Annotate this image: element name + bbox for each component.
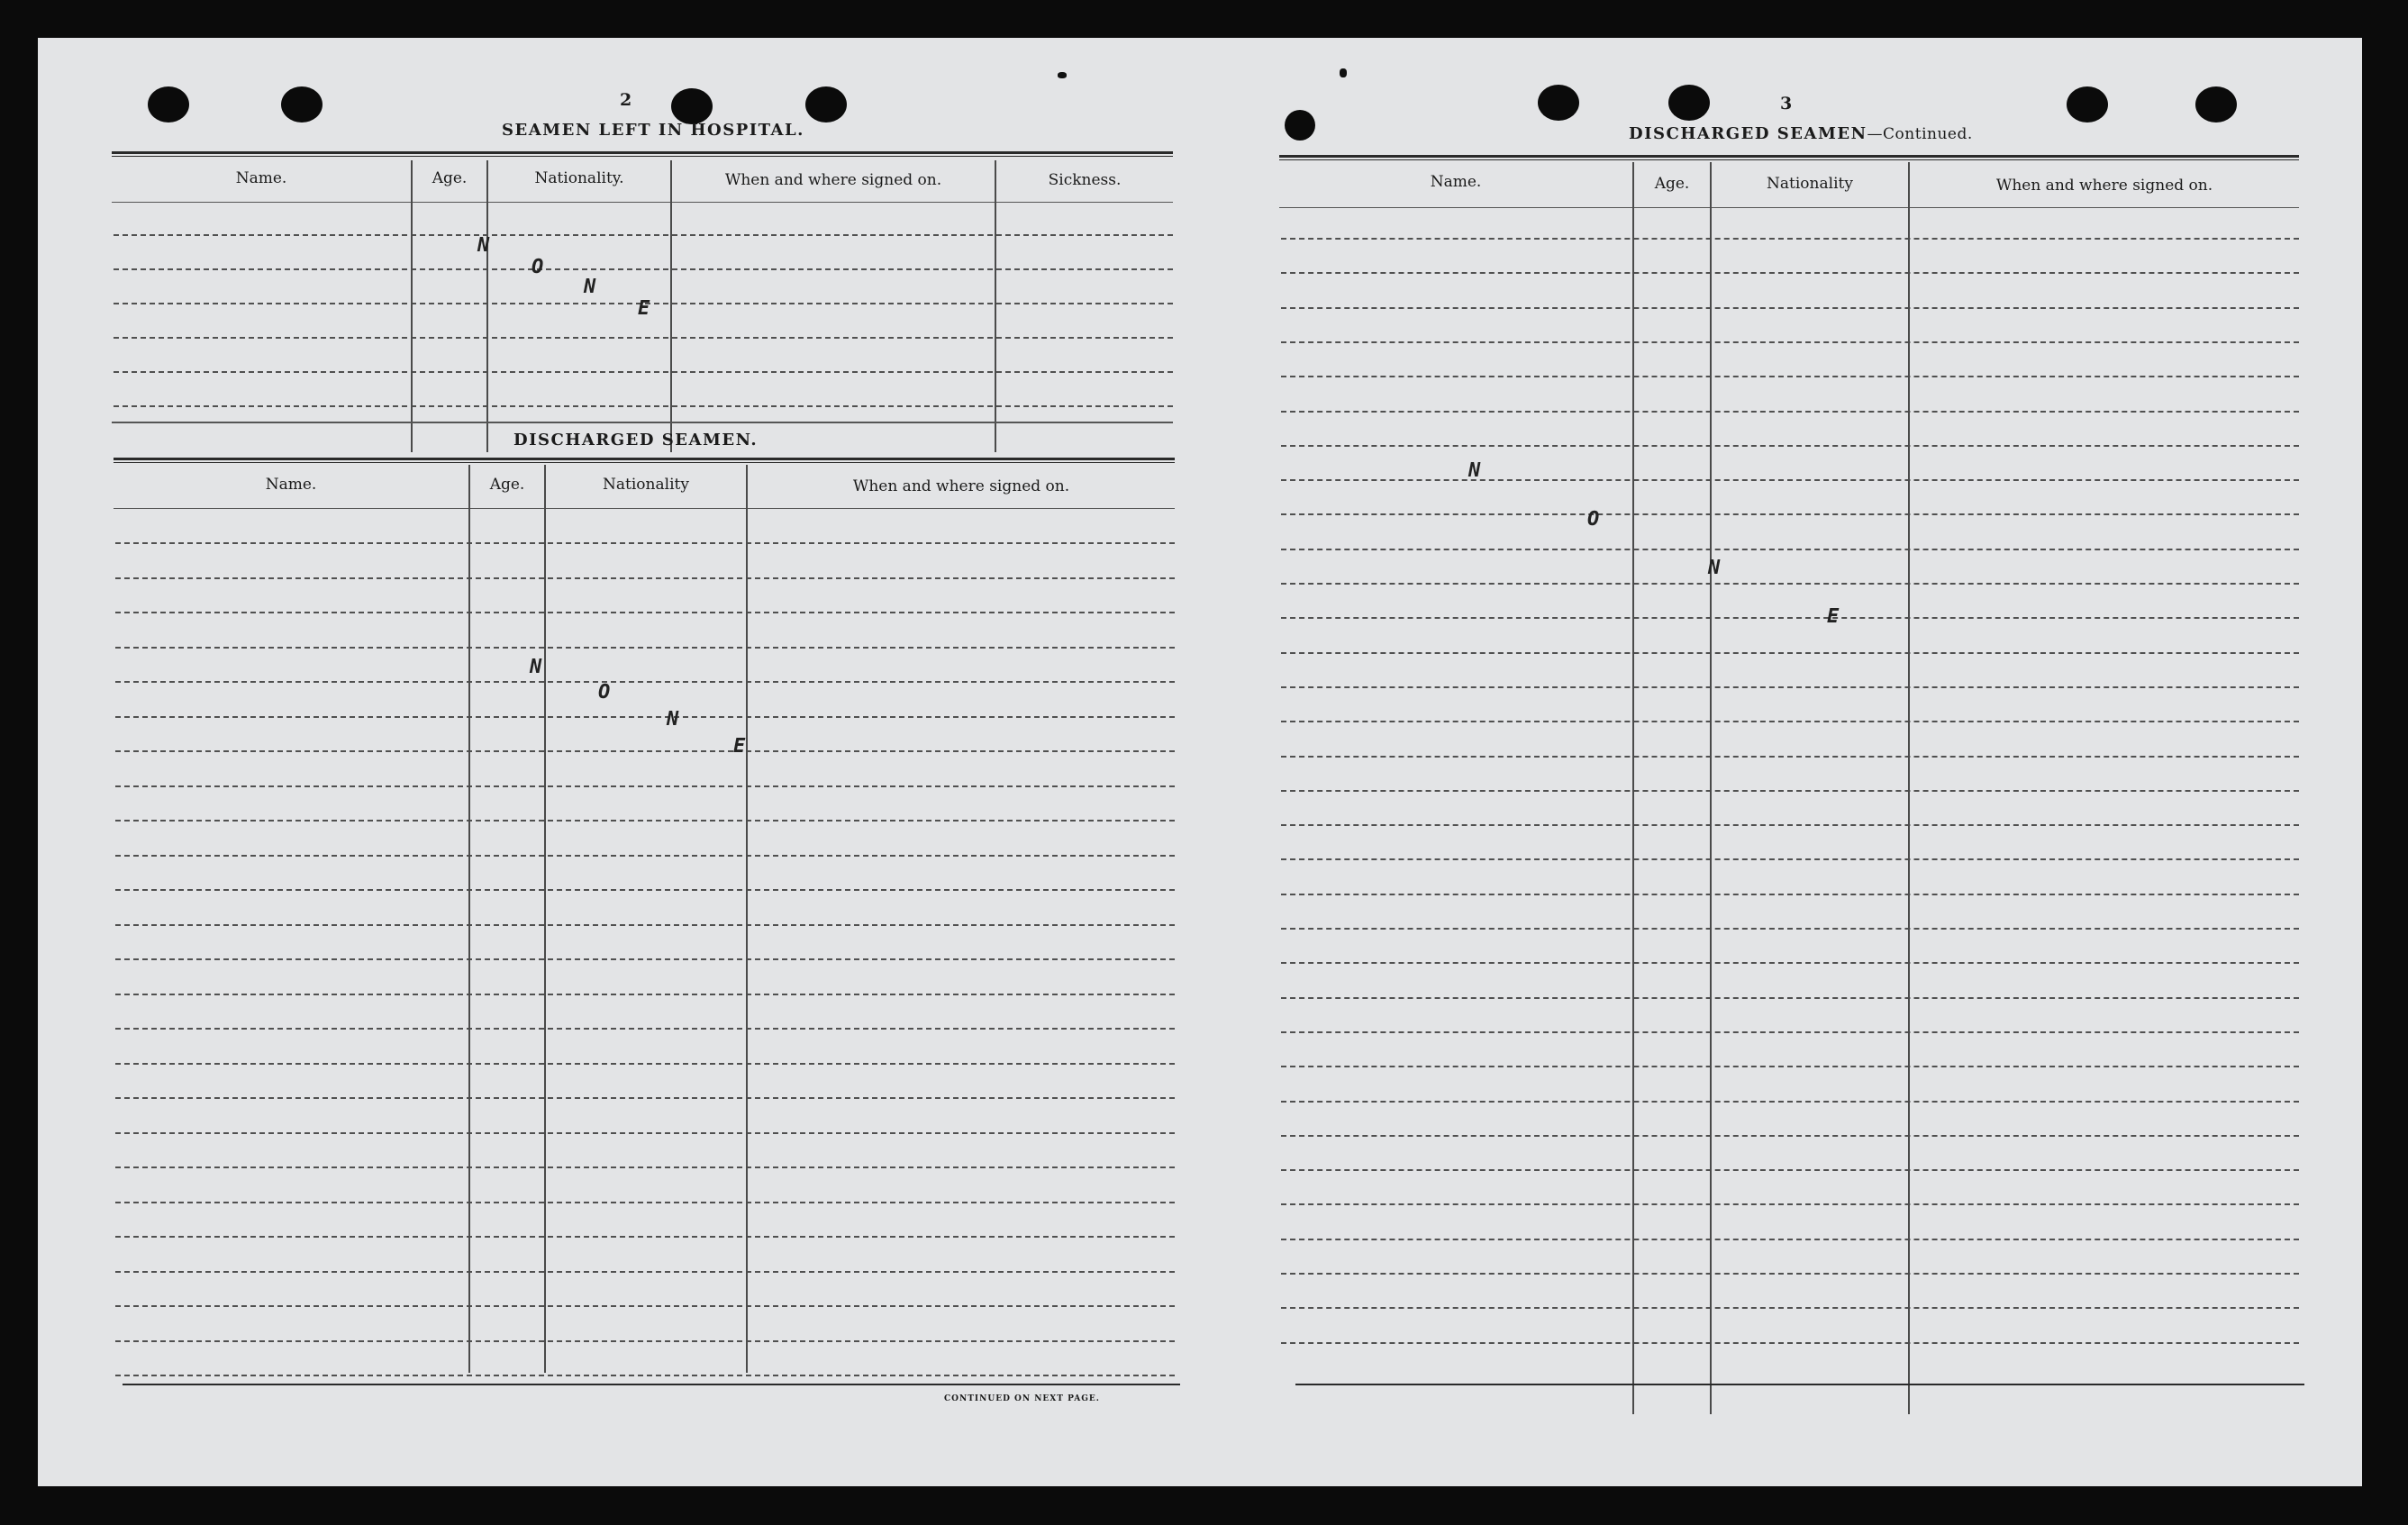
ledger-row-line: [115, 1236, 1175, 1238]
right-top-rule-thin: [1279, 159, 2299, 160]
hospital-col-sickness: Sickness.: [1048, 171, 1122, 189]
continued-section-title: [1629, 124, 1973, 143]
right-header-rule: [1279, 207, 2299, 208]
ledger-row-line: [1281, 1169, 2299, 1171]
ledger-row-line: [115, 681, 1175, 683]
hospital-divider-age-nationality: [486, 160, 488, 452]
ledger-row-line: [115, 1166, 1175, 1168]
ledger-row-line: [1281, 411, 2299, 413]
hospital-divider-name-age: [411, 160, 413, 452]
ledger-row-line: [1281, 756, 2299, 758]
ledger-row-line: [115, 1063, 1175, 1065]
ledger-row-line: [1281, 1066, 2299, 1067]
hospital-header-rule: [112, 202, 1173, 203]
ledger-row-line: [114, 268, 1173, 270]
ledger-row-line: [1281, 962, 2299, 964]
ledger-row-line: [115, 1202, 1175, 1203]
hospital-section-title: SEAMEN LEFT IN HOSPITAL.: [502, 121, 804, 140]
punch-hole: [2067, 86, 2108, 123]
ledger-row-line: [1281, 894, 2299, 895]
hospital-col-nationality: Nationality.: [534, 169, 624, 187]
punch-hole: [671, 88, 713, 124]
ledger-row-line: [1281, 858, 2299, 860]
right-col-age: Age.: [1654, 175, 1690, 193]
punch-hole: [1668, 85, 1710, 121]
right-divider-name-age: [1632, 162, 1634, 1414]
ink-smudge: [1058, 72, 1067, 78]
ledger-row-line: [115, 1132, 1175, 1134]
discharged-col-nationality: Nationality: [603, 476, 689, 494]
ledger-row-line: [115, 542, 1175, 544]
discharged-col-name: Name.: [265, 476, 317, 494]
ledger-row-line: [1281, 1135, 2299, 1137]
punch-hole: [148, 86, 189, 123]
discharged-divider-name-age: [468, 465, 470, 1373]
ledger-row-line: [1281, 1239, 2299, 1240]
discharged-divider-nationality-signed: [746, 465, 748, 1373]
stamp-letter-o: O: [532, 256, 544, 278]
punch-hole: [1285, 110, 1315, 141]
hospital-col-name: Name.: [235, 169, 287, 187]
ledger-row-line: [115, 1375, 1175, 1376]
discharged-col-age: Age.: [489, 476, 525, 494]
right-col-signed-on: When and where signed on.: [1995, 177, 2213, 195]
ledger-row-line: [1281, 272, 2299, 274]
discharged-divider-age-nationality: [544, 465, 546, 1373]
hospital-col-signed-on: When and where signed on.: [724, 171, 942, 189]
ledger-row-line: [1281, 1101, 2299, 1103]
punch-hole: [805, 86, 847, 123]
ledger-row-line: [114, 234, 1173, 236]
ledger-row-line: [115, 1271, 1175, 1273]
ledger-row-line: [1281, 1031, 2299, 1033]
ledger-row-line: [115, 994, 1175, 995]
ledger-row-line: [115, 889, 1175, 891]
discharged-section-title: DISCHARGED SEAMEN.: [513, 431, 759, 449]
ledger-row-line: [1281, 1307, 2299, 1309]
ledger-row-line: [115, 958, 1175, 960]
stamp-letter-o: O: [598, 681, 611, 703]
continued-title-main: DISCHARGED SEAMEN: [1629, 124, 1867, 143]
ledger-row-line: [114, 405, 1173, 407]
ledger-row-line: [1281, 513, 2299, 515]
ledger-row-line: [115, 1340, 1175, 1342]
ledger-row-line: [1281, 790, 2299, 792]
ledger-row-line: [115, 577, 1175, 579]
continued-title-suffix: —Continued.: [1867, 125, 1973, 143]
punch-hole: [1538, 85, 1579, 121]
hospital-divider-nationality-signed: [670, 160, 672, 452]
ledger-row-line: [115, 1305, 1175, 1307]
ledger-row-line: [1281, 341, 2299, 343]
hospital-divider-signed-sickness: [995, 160, 996, 452]
stamp-letter-n: N: [1468, 459, 1481, 482]
ledger-row-line: [115, 924, 1175, 926]
hospital-top-rule-thin: [112, 156, 1173, 157]
ledger-row-line: [1281, 238, 2299, 240]
ledger-row-line: [114, 371, 1173, 373]
ledger-row-line: [1281, 617, 2299, 619]
stamp-letter-n: N: [1708, 557, 1721, 579]
ledger-row-line: [1281, 549, 2299, 550]
punch-hole: [281, 86, 323, 123]
ledger-row-line: [1281, 479, 2299, 481]
stamp-letter-n: N: [584, 276, 596, 298]
stamp-letter-e: E: [638, 297, 650, 320]
ledger-sheet: [38, 38, 2362, 1486]
stamp-letter-o: O: [1587, 508, 1600, 531]
discharged-rule: [114, 458, 1175, 460]
ledger-row-line: [115, 612, 1175, 613]
discharged-rule-thin: [114, 462, 1175, 463]
ledger-row-line: [1281, 1273, 2299, 1275]
stamp-letter-e: E: [733, 735, 746, 758]
ledger-row-line: [115, 750, 1175, 752]
ledger-row-line: [1281, 824, 2299, 826]
ledger-row-line: [1281, 1342, 2299, 1344]
ledger-row-line: [115, 855, 1175, 857]
stamp-letter-e: E: [1827, 605, 1840, 628]
left-page-number: 2: [620, 90, 632, 110]
ledger-row-line: [114, 337, 1173, 339]
stamp-letter-n: N: [477, 234, 490, 257]
hospital-top-rule: [112, 151, 1173, 154]
left-page-bottom-rule: [123, 1384, 1180, 1385]
ledger-row-line: [1281, 928, 2299, 930]
ledger-row-line: [1281, 307, 2299, 309]
right-divider-age-nationality: [1710, 162, 1712, 1414]
ledger-row-line: [115, 1097, 1175, 1099]
ledger-row-line: [115, 1028, 1175, 1030]
ledger-row-line: [1281, 583, 2299, 585]
right-col-name: Name.: [1430, 173, 1482, 191]
ledger-row-line: [1281, 376, 2299, 377]
right-page-bottom-rule: [1295, 1384, 2304, 1385]
stamp-letter-n: N: [530, 656, 542, 678]
continued-footer: CONTINUED ON NEXT PAGE.: [944, 1394, 1100, 1403]
right-divider-nationality-signed: [1908, 162, 1910, 1414]
ink-smudge: [1340, 68, 1347, 77]
discharged-top-rule: [112, 422, 1173, 423]
ledger-row-line: [1281, 652, 2299, 654]
ledger-row-line: [115, 647, 1175, 649]
ledger-row-line: [1281, 997, 2299, 999]
ledger-row-line: [1281, 1203, 2299, 1205]
ledger-row-line: [1281, 445, 2299, 447]
right-top-rule: [1279, 155, 2299, 158]
discharged-col-signed-on: When and where signed on.: [852, 477, 1070, 495]
hospital-col-age: Age.: [432, 169, 468, 187]
ledger-row-line: [115, 785, 1175, 787]
discharged-header-rule: [114, 508, 1175, 509]
ledger-row-line: [1281, 686, 2299, 688]
ledger-row-line: [1281, 721, 2299, 722]
ledger-row-line: [115, 716, 1175, 718]
punch-hole: [2195, 86, 2237, 123]
right-col-nationality: Nationality: [1767, 175, 1853, 193]
stamp-letter-n: N: [667, 708, 679, 731]
ledger-row-line: [115, 820, 1175, 822]
right-page-number: 3: [1780, 94, 1793, 113]
